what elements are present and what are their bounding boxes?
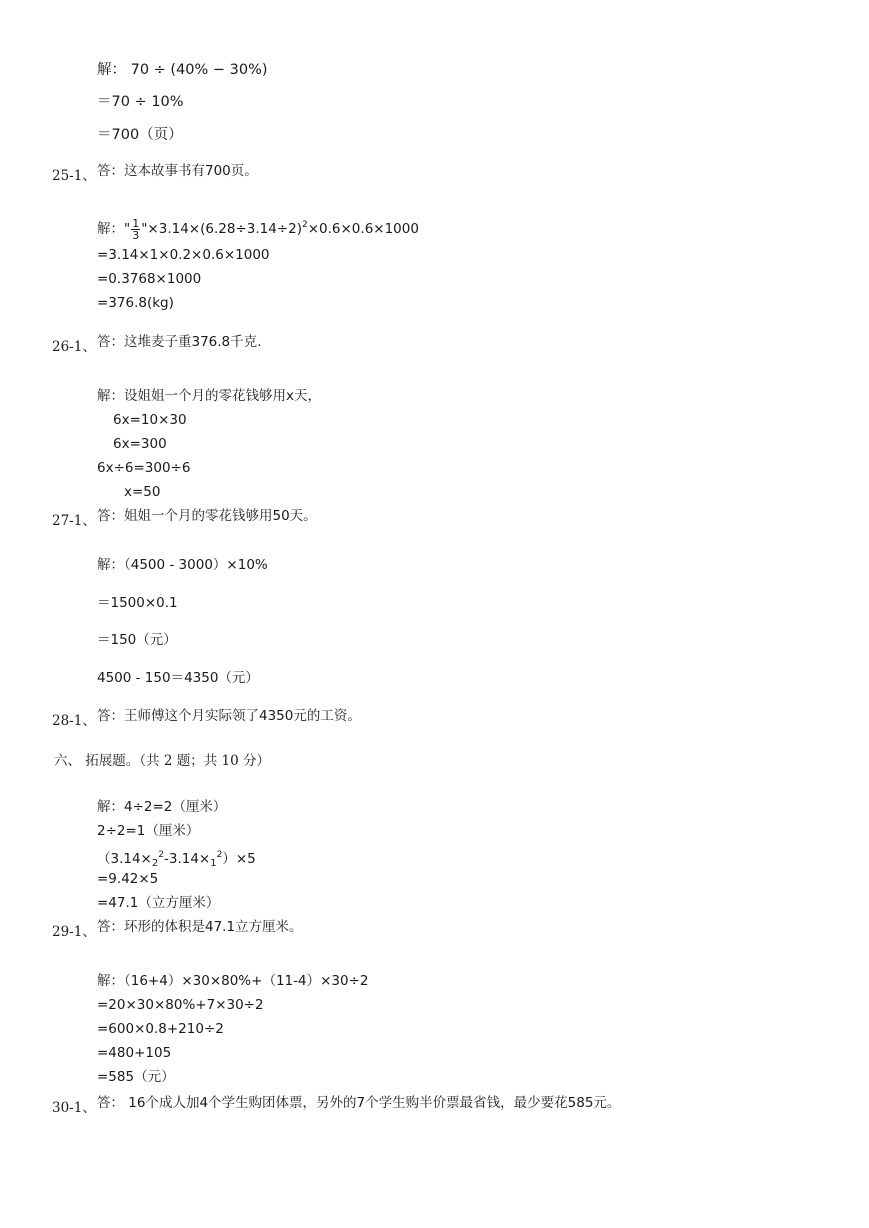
q26-step4: =376.8(kg) (97, 295, 174, 311)
q26-step1-prefix: 解：" (97, 221, 131, 237)
q28-answer: 答：王师傅这个月实际领了4350元的工资。 (97, 708, 361, 724)
q29-step2: 2÷2=1（厘米） (97, 823, 200, 839)
q30-step1: 解：（16+4）×30×80%+（11-4）×30÷2 (97, 973, 369, 989)
fraction-denominator: 3 (132, 228, 140, 242)
q29-step3-exponent: 2 (216, 850, 223, 860)
q26-answer: 答：这堆麦子重376.8千克. (97, 334, 262, 350)
q27-step5: x=50 (124, 484, 161, 500)
q26-number: 26-1、 (52, 339, 96, 355)
q25-number: 25-1、 (52, 168, 96, 184)
q30-answer: 答： 16个成人加4个学生购团体票，另外的7个学生购半价票最省钱，最少要花585元。 (97, 1095, 621, 1111)
fraction-numerator: 1 (132, 216, 140, 230)
fraction (131, 218, 140, 241)
q28-step3: ＝150（元） (97, 632, 177, 648)
q27-step3: 6x=300 (113, 436, 167, 452)
q30-step2: =20×30×80%+7×30÷2 (97, 997, 264, 1013)
q27-step1: 解：设姐姐一个月的零花钱够用x天， (97, 388, 321, 404)
q30-step5: =585（元） (97, 1069, 175, 1085)
q29-step3 (97, 846, 256, 873)
q28-step4: 4500 - 150＝4350（元） (97, 670, 259, 686)
q25-step1: 解： 70 ÷ (40% − 30%) (97, 62, 268, 78)
section-title: 六、 拓展题。（共 2 题；共 10 分） (54, 753, 270, 769)
q29-number: 29-1、 (52, 924, 96, 940)
q29-answer: 答：环形的体积是47.1立方厘米。 (97, 919, 303, 935)
q27-number: 27-1、 (52, 513, 96, 529)
q25-step3: ＝700（页） (97, 127, 183, 143)
q26-step3: =0.3768×1000 (97, 271, 202, 287)
q28-number: 28-1、 (52, 713, 96, 729)
q29-step5: =47.1（立方厘米） (97, 895, 220, 911)
q29-step1: 解：4÷2=2（厘米） (97, 799, 227, 815)
q30-number: 30-1、 (52, 1100, 96, 1116)
q30-step3: =600×0.8+210÷2 (97, 1021, 224, 1037)
q27-step4: 6x÷6=300÷6 (97, 460, 191, 476)
q30-step4: =480+105 (97, 1045, 172, 1061)
q28-step1: 解：（4500 - 3000）×10% (97, 557, 268, 573)
q26-step1-exponent: 2 (301, 220, 308, 230)
q28-step2: ＝1500×0.1 (97, 595, 178, 611)
q27-answer: 答：姐姐一个月的零花钱够用50天。 (97, 508, 317, 524)
q29-step3-part: -3.14× (163, 851, 211, 867)
q29-step3-part: （3.14× (97, 851, 152, 867)
q26-step1-mid: "×3.14×(6.28÷3.14÷2) (141, 221, 302, 237)
q29-step3-exponent: 2 (158, 850, 164, 860)
q29-step3-base: 2 (151, 858, 159, 869)
q26-step1 (97, 216, 419, 241)
q26-step2: =3.14×1×0.2×0.6×1000 (97, 247, 270, 263)
q27-step2: 6x=10×30 (113, 412, 187, 428)
q25-answer: 答：这本故事书有700页。 (97, 163, 258, 179)
q29-step3-part: ）×5 (222, 851, 256, 867)
q26-step1-suffix: ×0.6×0.6×1000 (307, 221, 419, 237)
q29-step3-base: 1 (210, 858, 217, 869)
q29-step4: =9.42×5 (97, 871, 159, 887)
q25-step2: ＝70 ÷ 10% (97, 94, 184, 110)
